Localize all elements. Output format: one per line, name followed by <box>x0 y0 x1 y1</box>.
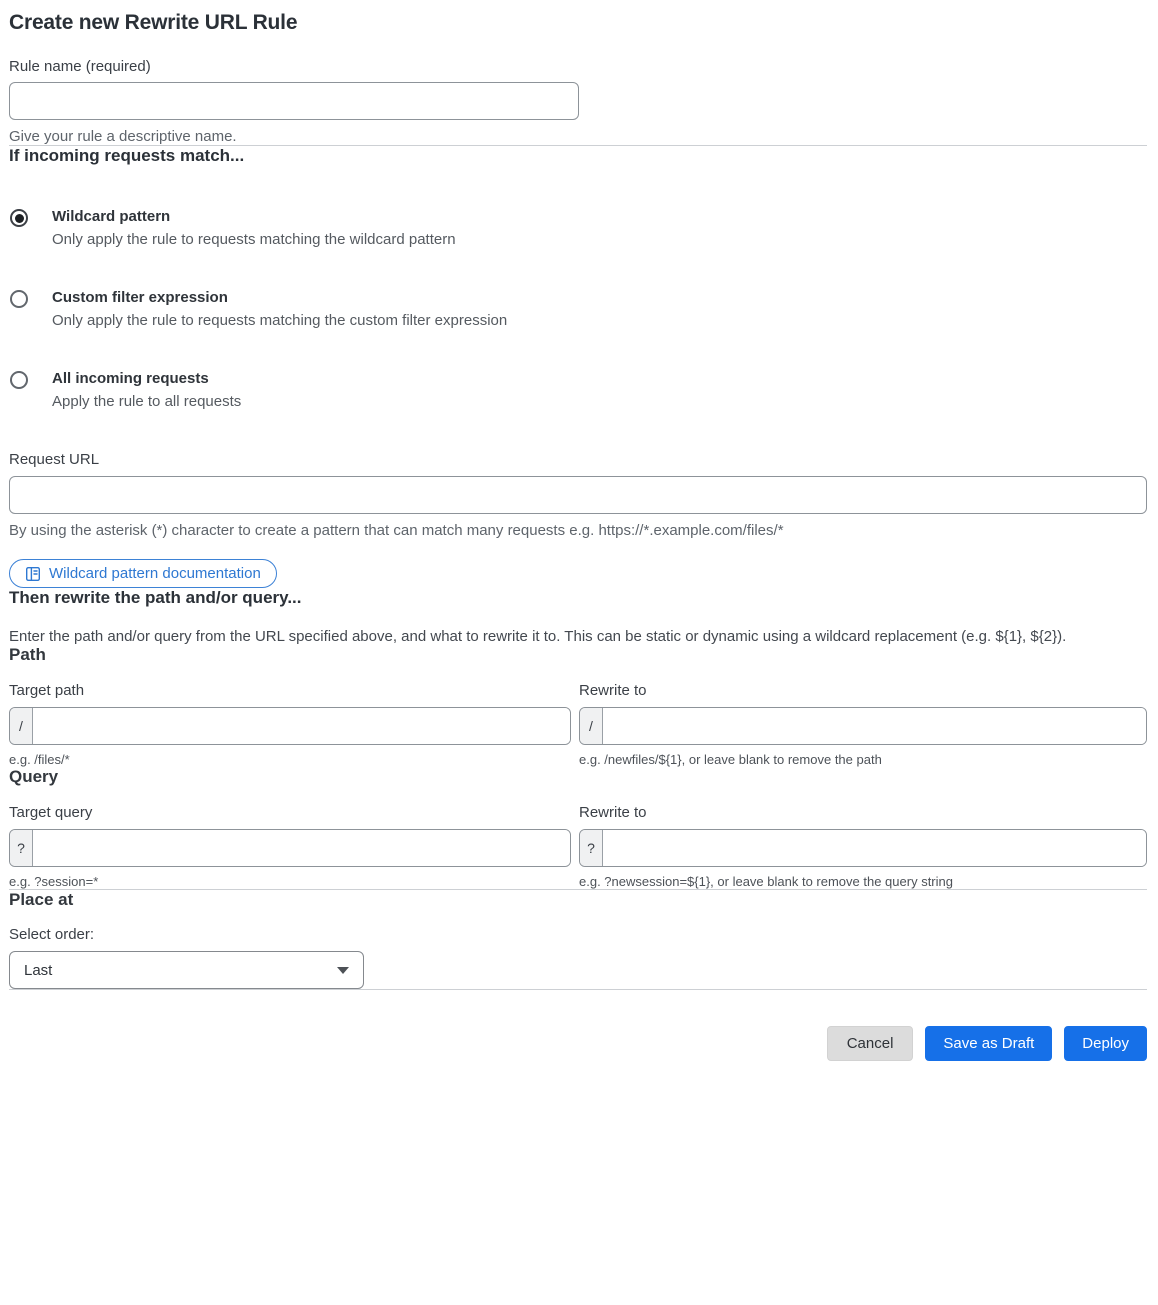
cancel-button[interactable]: Cancel <box>827 1026 914 1061</box>
order-select-value: Last <box>24 961 53 979</box>
target-path-label: Target path <box>9 682 85 699</box>
rewrite-path-input[interactable] <box>603 708 1146 744</box>
target-query-helper: e.g. ?session=* <box>9 874 99 889</box>
request-url-helper: By using the asterisk (*) character to create a pattern that can match many requests e.g. https://*.example.com/files/* <box>9 522 784 539</box>
book-icon <box>25 566 41 582</box>
radio-unselected-icon <box>10 290 28 308</box>
target-path-helper: e.g. /files/* <box>9 752 70 767</box>
rule-name-field-group <box>9 58 1147 145</box>
radio-label: All incoming requests <box>52 370 209 387</box>
rewrite-query-input[interactable] <box>603 830 1146 866</box>
rewrite-query-helper: e.g. ?newsession=${1}, or leave blank to remove the query string <box>579 874 953 889</box>
request-url-field-group <box>9 451 1147 539</box>
place-at-heading: Place at <box>9 890 74 909</box>
wildcard-docs-button[interactable] <box>9 559 277 588</box>
rewrite-query-field-group <box>579 804 1147 889</box>
target-query-label: Target query <box>9 804 93 821</box>
chevron-down-icon <box>337 967 349 974</box>
radio-label: Custom filter expression <box>52 289 228 306</box>
deploy-button[interactable]: Deploy <box>1064 1026 1147 1061</box>
rewrite-path-helper: e.g. /newfiles/${1}, or leave blank to remove the path <box>579 752 882 767</box>
path-prefix: / <box>10 708 33 744</box>
radio-all-incoming-requests[interactable] <box>9 370 1147 410</box>
select-order-label: Select order: <box>9 926 95 943</box>
target-query-input[interactable] <box>33 830 570 866</box>
radio-description: Only apply the rule to requests matching the custom filter expression <box>52 312 508 329</box>
match-section-heading: If incoming requests match... <box>9 146 245 165</box>
radio-description: Only apply the rule to requests matching the wildcard pattern <box>52 231 456 248</box>
radio-selected-icon <box>10 209 28 227</box>
query-subheading: Query <box>9 767 59 786</box>
rewrite-path-field-group <box>579 682 1147 767</box>
wildcard-docs-button-label: Wildcard pattern documentation <box>49 565 261 582</box>
path-prefix: / <box>580 708 603 744</box>
rule-name-label: Rule name (required) <box>9 58 151 75</box>
target-path-field-group <box>9 682 571 767</box>
rewrite-path-label: Rewrite to <box>579 682 647 699</box>
save-as-draft-button[interactable]: Save as Draft <box>925 1026 1052 1061</box>
rule-name-input[interactable] <box>9 82 579 120</box>
rewrite-section-heading: Then rewrite the path and/or query... <box>9 588 302 607</box>
radio-unselected-icon <box>10 371 28 389</box>
section-divider <box>9 989 1147 990</box>
rule-name-helper: Give your rule a descriptive name. <box>9 128 237 145</box>
query-prefix: ? <box>580 830 603 866</box>
radio-description: Apply the rule to all requests <box>52 393 242 410</box>
query-prefix: ? <box>10 830 33 866</box>
radio-wildcard-pattern[interactable] <box>9 208 1147 248</box>
target-path-input[interactable] <box>33 708 570 744</box>
order-select[interactable] <box>9 951 364 989</box>
target-query-field-group <box>9 804 571 889</box>
path-fields-row <box>9 682 1147 767</box>
radio-label: Wildcard pattern <box>52 208 171 225</box>
match-options-radio-group <box>9 208 1147 410</box>
request-url-label: Request URL <box>9 451 100 468</box>
request-url-input[interactable] <box>9 476 1147 514</box>
radio-custom-filter-expression[interactable] <box>9 289 1147 329</box>
path-subheading: Path <box>9 645 46 664</box>
rewrite-query-label: Rewrite to <box>579 804 647 821</box>
page-title: Create new Rewrite URL Rule <box>9 11 298 34</box>
query-fields-row <box>9 804 1147 889</box>
rewrite-section-description: Enter the path and/or query from the URL specified above, and what to rewrite it to. This can be static or dynamic using a wildcard replacement (e.g. ${1}, ${2}). <box>9 628 1067 645</box>
footer-actions <box>9 1026 1147 1061</box>
